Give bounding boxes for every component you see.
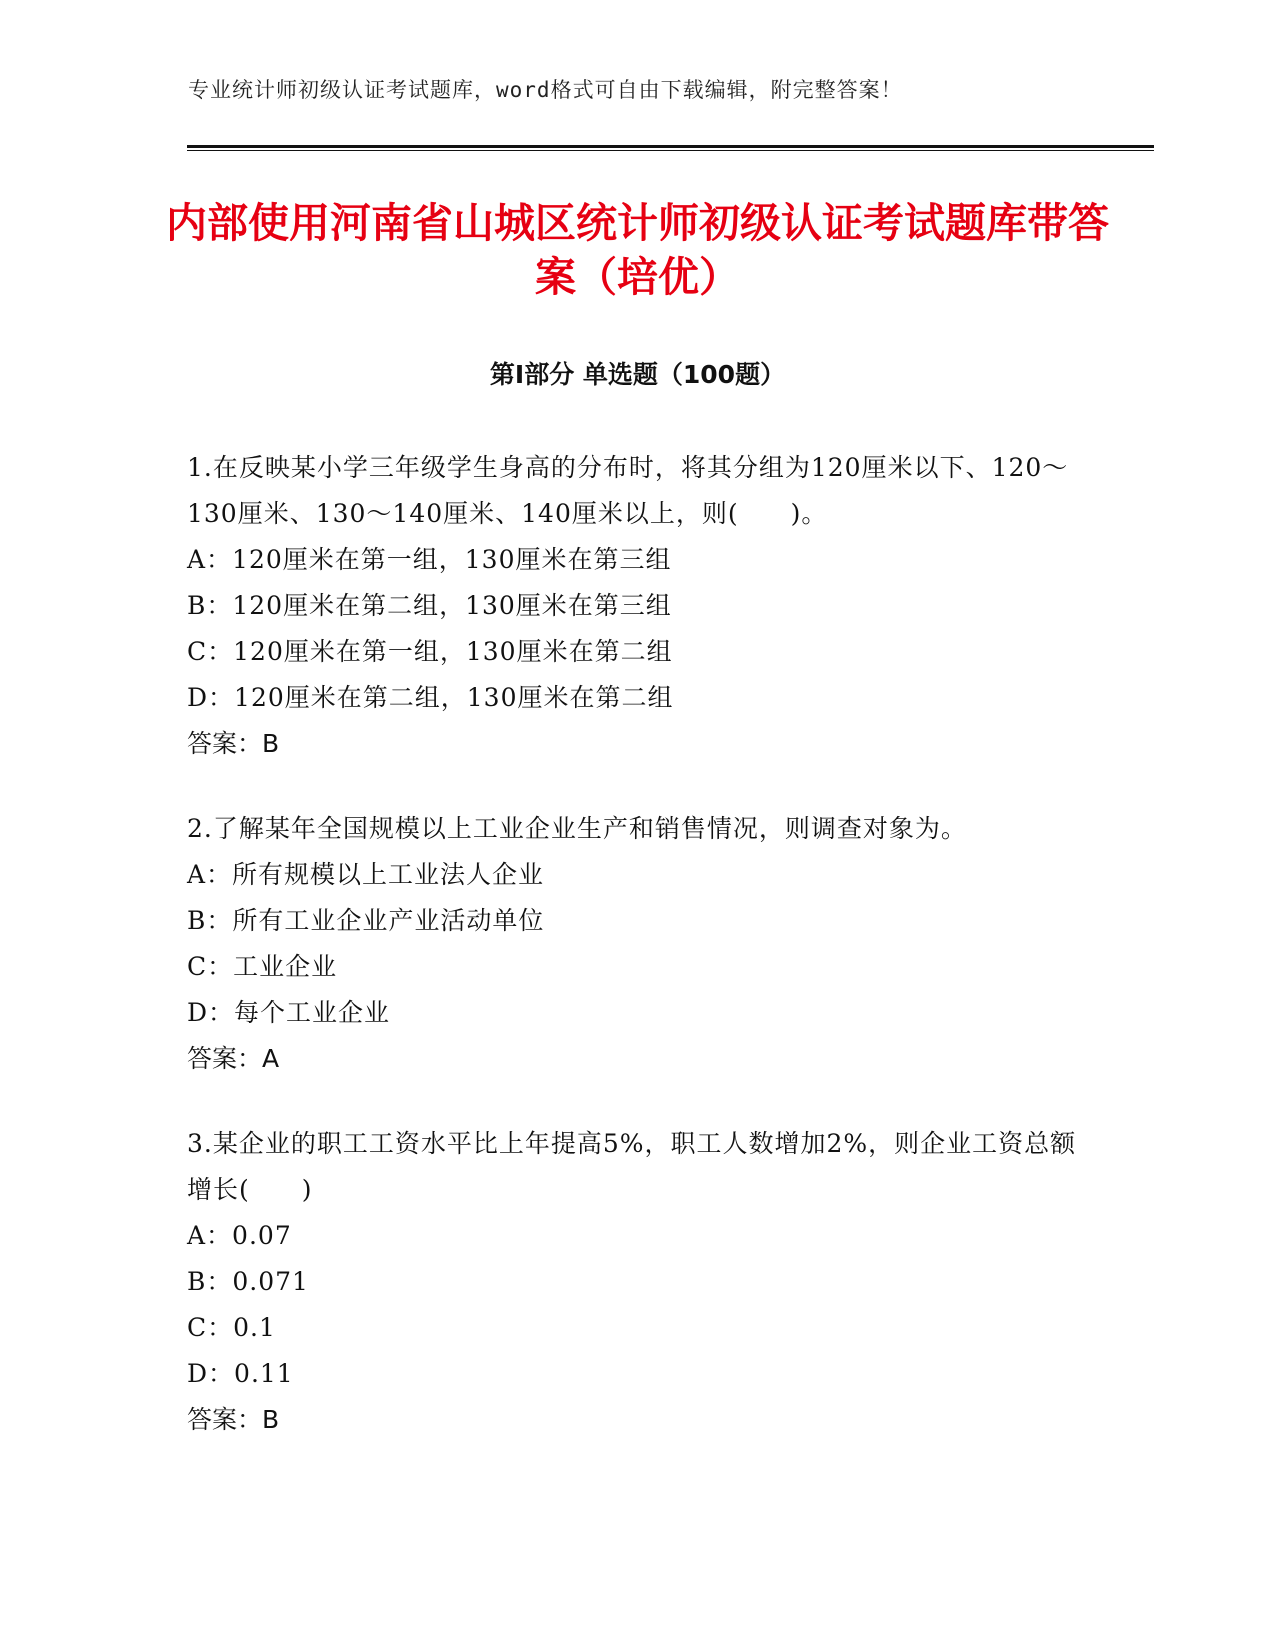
option-d: D：120厘米在第二组，130厘米在第二组	[187, 683, 674, 712]
option-c: C：工业企业	[187, 952, 338, 981]
question-1	[187, 445, 1087, 767]
question-list	[187, 445, 1087, 1482]
header-note: 专业统计师初级认证考试题库，word格式可自由下载编辑，附完整答案！	[188, 78, 903, 102]
question-3	[187, 1121, 1087, 1443]
option-a: A：0.07	[187, 1221, 292, 1250]
answer-line: 答案：B	[187, 729, 280, 758]
document-title: 内部使用河南省山城区统计师初级认证考试题库带答案（培优）	[166, 199, 1109, 301]
answer-line: 答案：A	[187, 1044, 280, 1073]
header-divider-thick	[187, 145, 1154, 148]
option-d: D：每个工业企业	[187, 998, 391, 1027]
question-stem: 1.在反映某小学三年级学生身高的分布时，将其分组为120厘米以下、120～130厘米、130～140厘米、140厘米以上，则( )。	[187, 453, 1069, 528]
option-a: A：120厘米在第一组，130厘米在第三组	[187, 545, 672, 574]
question-stem: 2.了解某年全国规模以上工业企业生产和销售情况，则调查对象为。	[187, 814, 967, 843]
option-c: C：120厘米在第一组，130厘米在第二组	[187, 637, 673, 666]
question-stem: 3.某企业的职工工资水平比上年提高5%，职工人数增加2%，则企业工资总额增长( )	[187, 1129, 1077, 1204]
option-b: B：所有工业企业产业活动单位	[187, 906, 545, 935]
question-2	[187, 806, 1087, 1082]
option-a: A：所有规模以上工业法人企业	[187, 860, 545, 889]
section-heading: 第Ⅰ部分 单选题（100题）	[489, 360, 786, 389]
option-b: B：120厘米在第二组，130厘米在第三组	[187, 591, 672, 620]
option-d: D：0.11	[187, 1359, 294, 1388]
header-divider-thin	[187, 150, 1154, 151]
option-c: C：0.1	[187, 1313, 276, 1342]
option-b: B：0.071	[187, 1267, 309, 1296]
answer-line: 答案：B	[187, 1405, 280, 1434]
